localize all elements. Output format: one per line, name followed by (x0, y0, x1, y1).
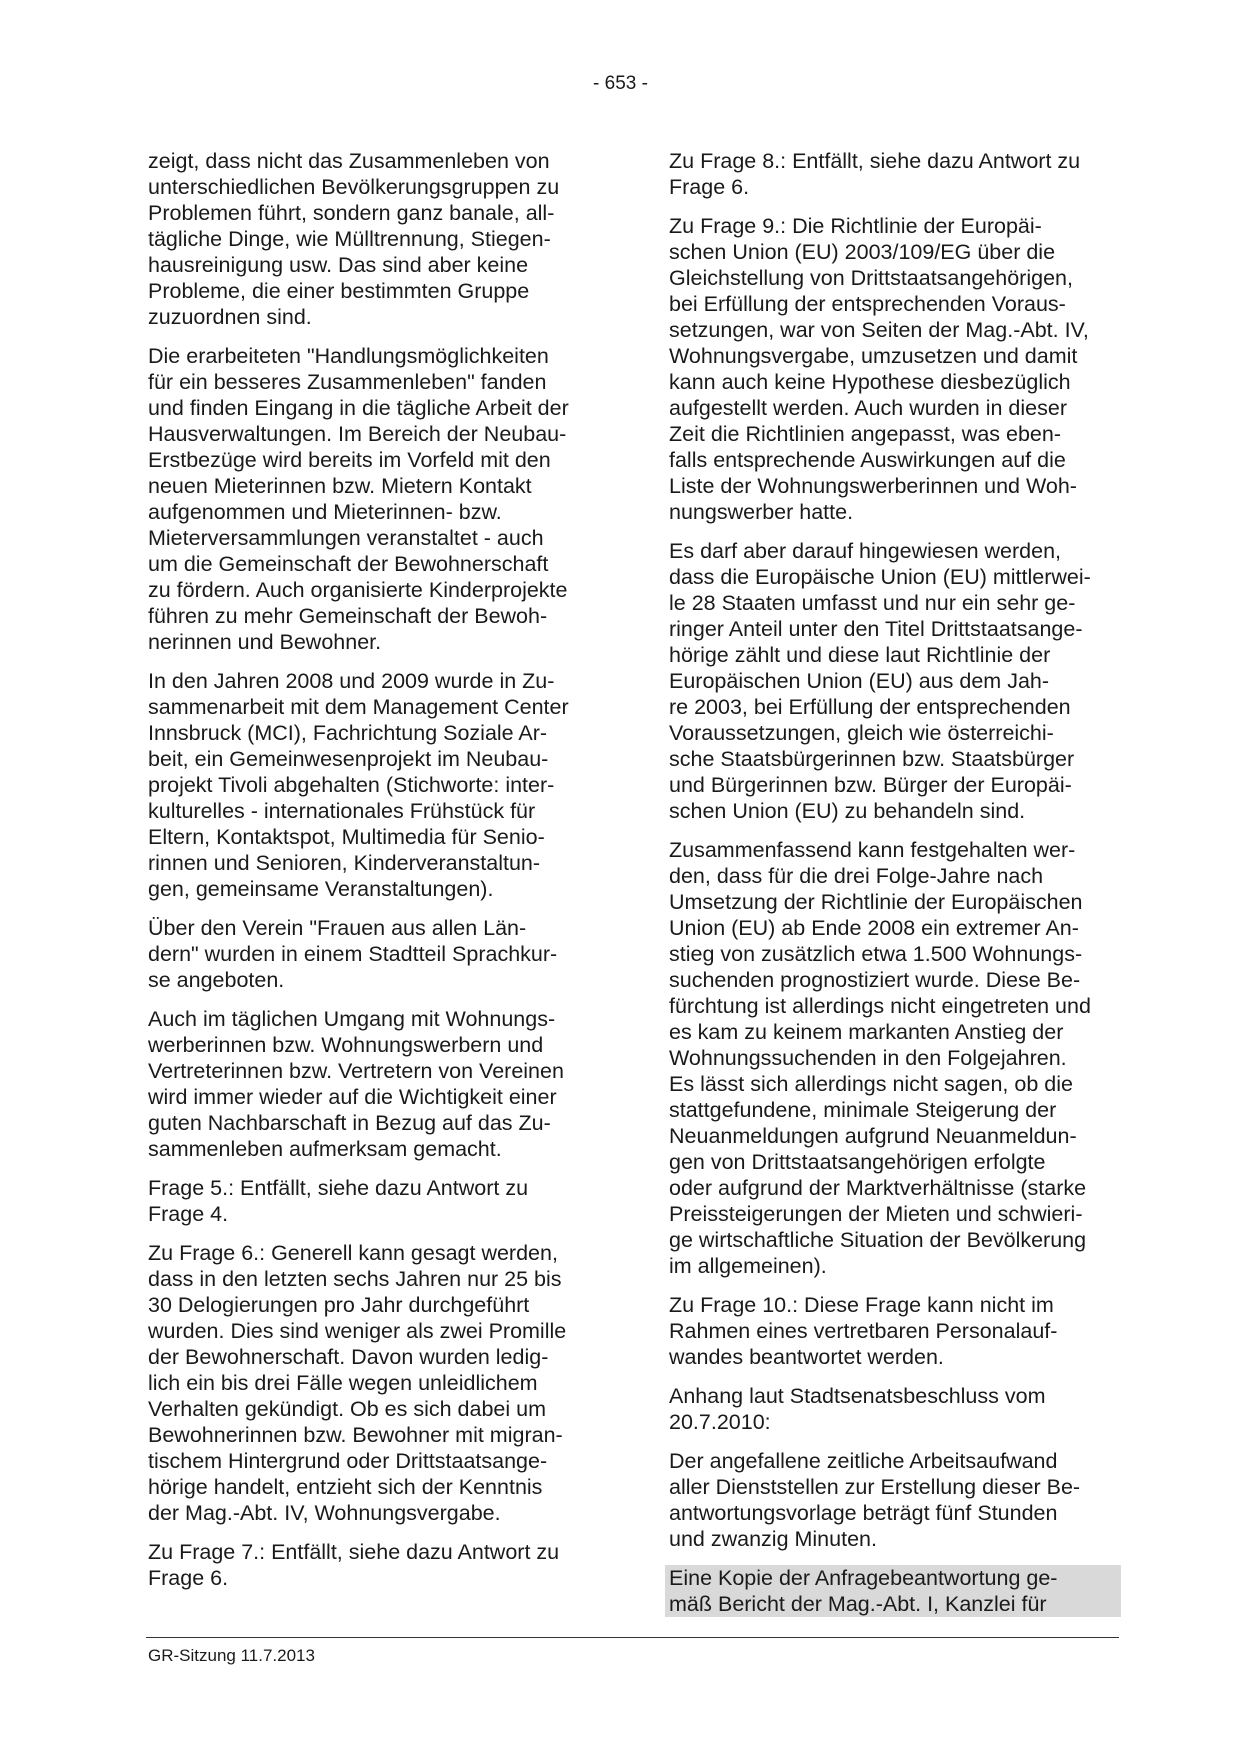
text-line: setzungen, war von Seiten der Mag.-Abt. IV, (669, 318, 1089, 342)
text-line: mäß Bericht der Mag.-Abt. I, Kanzlei für (669, 1592, 1047, 1616)
text-line: suchenden prognostiziert wurde. Diese Be- (669, 968, 1081, 992)
text-line: gen, gemeinsame Veranstaltungen). (148, 877, 494, 901)
text-line: Zu Frage 9.: Die Richtlinie der Europäi- (669, 214, 1042, 238)
text-line: dass in den letzten sechs Jahren nur 25 bis (148, 1267, 562, 1291)
text-line: für ein besseres Zusammenleben" fanden (148, 370, 547, 394)
text-line: schen Union (EU) zu behandeln sind. (669, 799, 1026, 823)
text-line: führen zu mehr Gemeinschaft der Bewoh- (148, 604, 548, 628)
paragraph (148, 1539, 598, 1591)
paragraph (669, 213, 1119, 525)
text-line: Zeit die Richtlinien angepasst, was eben- (669, 422, 1061, 446)
right-column (669, 148, 1119, 1630)
text-line: Preissteigerungen der Mieten und schwieri- (669, 1202, 1083, 1226)
text-line: 30 Delogierungen pro Jahr durchgeführt (148, 1293, 530, 1317)
text-line: Erstbezüge wird bereits im Vorfeld mit den (148, 448, 551, 472)
paragraph (665, 1565, 1121, 1617)
text-line: Neuanmeldungen aufgrund Neuanmeldun- (669, 1124, 1077, 1148)
text-line: Bewohnerinnen bzw. Bewohner mit migran- (148, 1423, 563, 1447)
text-line: Vertreterinnen bzw. Vertretern von Vereinen (148, 1059, 564, 1083)
text-line: re 2003, bei Erfüllung der entsprechenden (669, 695, 1071, 719)
text-line: le 28 Staaten umfasst und nur ein sehr ge- (669, 591, 1076, 615)
text-line: In den Jahren 2008 und 2009 wurde in Zu- (148, 669, 555, 693)
text-line: Frage 6. (669, 175, 750, 199)
text-line: zu fördern. Auch organisierte Kinderprojekte (148, 578, 568, 602)
text-line: sammenleben aufmerksam gemacht. (148, 1137, 502, 1161)
text-line: aller Dienststellen zur Erstellung dieser Be- (669, 1475, 1081, 1499)
text-line: guten Nachbarschaft in Bezug auf das Zu- (148, 1111, 551, 1135)
text-line: projekt Tivoli abgehalten (Stichworte: inter- (148, 773, 555, 797)
text-line: bei Erfüllung der entsprechenden Voraus- (669, 292, 1066, 316)
text-line: um die Gemeinschaft der Bewohnerschaft (148, 552, 549, 576)
text-line: der Bewohnerschaft. Davon wurden ledig- (148, 1345, 549, 1369)
paragraph (148, 915, 598, 993)
text-line: es kam zu keinem markanten Anstieg der (669, 1020, 1064, 1044)
text-line: lich ein bis drei Fälle wegen unleidlichem (148, 1371, 538, 1395)
text-line: tischem Hintergrund oder Drittstaatsange- (148, 1449, 548, 1473)
text-line: aufgestellt werden. Auch wurden in dieser (669, 396, 1067, 420)
text-line: werberinnen bzw. Wohnungswerbern und (148, 1033, 544, 1057)
text-line: Zu Frage 7.: Entfällt, siehe dazu Antwort zu (148, 1540, 560, 1564)
text-line: ringer Anteil unter den Titel Drittstaatsange- (669, 617, 1083, 641)
text-line: kulturelles - internationales Frühstück für (148, 799, 536, 823)
text-line: gen von Drittstaatsangehörigen erfolgte (669, 1150, 1046, 1174)
text-line: 20.7.2010: (669, 1410, 771, 1434)
text-line: Innsbruck (MCI), Fachrichtung Soziale Ar- (148, 721, 548, 745)
text-line: wandes beantwortet werden. (669, 1345, 944, 1369)
paragraph (669, 148, 1119, 200)
text-line: unterschiedlichen Bevölkerungsgruppen zu (148, 175, 560, 199)
text-line: Eine Kopie der Anfragebeantwortung ge- (669, 1566, 1058, 1590)
text-line: Wohnungsvergabe, umzusetzen und damit (669, 344, 1078, 368)
text-line: Problemen führt, sondern ganz banale, all- (148, 201, 555, 225)
text-line: Voraussetzungen, gleich wie österreichi- (669, 721, 1054, 745)
text-line: dass die Europäische Union (EU) mittlerwei- (669, 565, 1091, 589)
text-line: zuzuordnen sind. (148, 305, 312, 329)
text-line: Es lässt sich allerdings nicht sagen, ob die (669, 1072, 1073, 1096)
text-line: nungswerber hatte. (669, 500, 854, 524)
text-line: hörige zählt und diese laut Richtlinie der (669, 643, 1051, 667)
text-line: hörige handelt, entzieht sich der Kenntnis (148, 1475, 543, 1499)
text-line: Frage 4. (148, 1202, 229, 1226)
text-line: oder aufgrund der Marktverhältnisse (starke (669, 1176, 1087, 1200)
text-line: Wohnungssuchenden in den Folgejahren. (669, 1046, 1067, 1070)
text-line: Union (EU) ab Ende 2008 ein extremer An- (669, 916, 1079, 940)
text-line: tägliche Dinge, wie Mülltrennung, Stiegen- (148, 227, 551, 251)
footer-divider (146, 1637, 1119, 1638)
text-line: wurden. Dies sind weniger als zwei Promille (148, 1319, 567, 1343)
text-line: und finden Eingang in die tägliche Arbeit der (148, 396, 569, 420)
text-line: Anhang laut Stadtsenatsbeschluss vom (669, 1384, 1046, 1408)
paragraph (669, 837, 1119, 1279)
text-line: sche Staatsbürgerinnen bzw. Staatsbürger (669, 747, 1075, 771)
paragraph (669, 1292, 1119, 1370)
text-line: Umsetzung der Richtlinie der Europäischen (669, 890, 1083, 914)
text-line: antwortungsvorlage beträgt fünf Stunden (669, 1501, 1058, 1525)
paragraph (148, 1006, 598, 1162)
text-line: Hausverwaltungen. Im Bereich der Neubau- (148, 422, 567, 446)
text-line: Über den Verein "Frauen aus allen Län- (148, 916, 527, 940)
paragraph (669, 1383, 1119, 1435)
paragraph (148, 1240, 598, 1526)
paragraph (148, 343, 598, 655)
text-line: se angeboten. (148, 968, 285, 992)
text-line: ge wirtschaftliche Situation der Bevölkerung (669, 1228, 1087, 1252)
text-line: Gleichstellung von Drittstaatsangehörigen, (669, 266, 1073, 290)
text-line: zeigt, dass nicht das Zusammenleben von (148, 149, 550, 173)
text-line: dern" wurden in einem Stadtteil Sprachkur- (148, 942, 558, 966)
text-line: Zu Frage 6.: Generell kann gesagt werden, (148, 1241, 558, 1265)
text-line: nerinnen und Bewohner. (148, 630, 382, 654)
text-line: Rahmen eines vertretbaren Personalauf- (669, 1319, 1058, 1343)
text-line: Zu Frage 10.: Diese Frage kann nicht im (669, 1293, 1054, 1317)
text-line: Probleme, die einer bestimmten Gruppe (148, 279, 530, 303)
text-line: im allgemeinen). (669, 1254, 827, 1278)
text-line: stieg von zusätzlich etwa 1.500 Wohnungs- (669, 942, 1083, 966)
text-line: schen Union (EU) 2003/109/EG über die (669, 240, 1056, 264)
text-line: Europäischen Union (EU) aus dem Jah- (669, 669, 1050, 693)
text-line: Eltern, Kontaktspot, Multimedia für Senio- (148, 825, 545, 849)
paragraph (148, 1175, 598, 1227)
text-line: stattgefundene, minimale Steigerung der (669, 1098, 1057, 1122)
paragraph (669, 538, 1119, 824)
paragraph (148, 148, 598, 330)
text-line: hausreinigung usw. Das sind aber keine (148, 253, 529, 277)
text-line: neuen Mieterinnen bzw. Mietern Kontakt (148, 474, 532, 498)
text-line: den, dass für die drei Folge-Jahre nach (669, 864, 1044, 888)
text-line: Mieterversammlungen veranstaltet - auch (148, 526, 544, 550)
text-line: Die erarbeiteten "Handlungsmöglichkeiten (148, 344, 549, 368)
text-line: sammenarbeit mit dem Management Center (148, 695, 569, 719)
text-line: Auch im täglichen Umgang mit Wohnungs- (148, 1007, 556, 1031)
text-line: kann auch keine Hypothese diesbezüglich (669, 370, 1071, 394)
text-line: und zwanzig Minuten. (669, 1527, 877, 1551)
page-number: - 653 - (593, 73, 648, 94)
text-line: Frage 5.: Entfällt, siehe dazu Antwort zu (148, 1176, 529, 1200)
text-line: Der angefallene zeitliche Arbeitsaufwand (669, 1449, 1058, 1473)
text-line: rinnen und Senioren, Kinderveranstaltun- (148, 851, 541, 875)
text-line: fürchtung ist allerdings nicht eingetreten und (669, 994, 1091, 1018)
text-line: Frage 6. (148, 1566, 229, 1590)
text-line: der Mag.-Abt. IV, Wohnungsvergabe. (148, 1501, 501, 1525)
paragraph (148, 668, 598, 902)
text-line: falls entsprechende Auswirkungen auf die (669, 448, 1066, 472)
paragraph (669, 1448, 1119, 1552)
footer-session-date: GR-Sitzung 11.7.2013 (148, 1646, 315, 1665)
text-line: Zu Frage 8.: Entfällt, siehe dazu Antwort zu (669, 149, 1081, 173)
text-line: Liste der Wohnungswerberinnen und Woh- (669, 474, 1077, 498)
text-line: wird immer wieder auf die Wichtigkeit einer (148, 1085, 557, 1109)
left-column (148, 148, 598, 1604)
text-line: Es darf aber darauf hingewiesen werden, (669, 539, 1062, 563)
text-line: und Bürgerinnen bzw. Bürger der Europäi- (669, 773, 1072, 797)
text-line: beit, ein Gemeinwesenprojekt im Neubau- (148, 747, 549, 771)
text-line: aufgenommen und Mieterinnen- bzw. (148, 500, 502, 524)
text-line: Verhalten gekündigt. Ob es sich dabei um (148, 1397, 547, 1421)
text-line: Zusammenfassend kann festgehalten wer- (669, 838, 1076, 862)
